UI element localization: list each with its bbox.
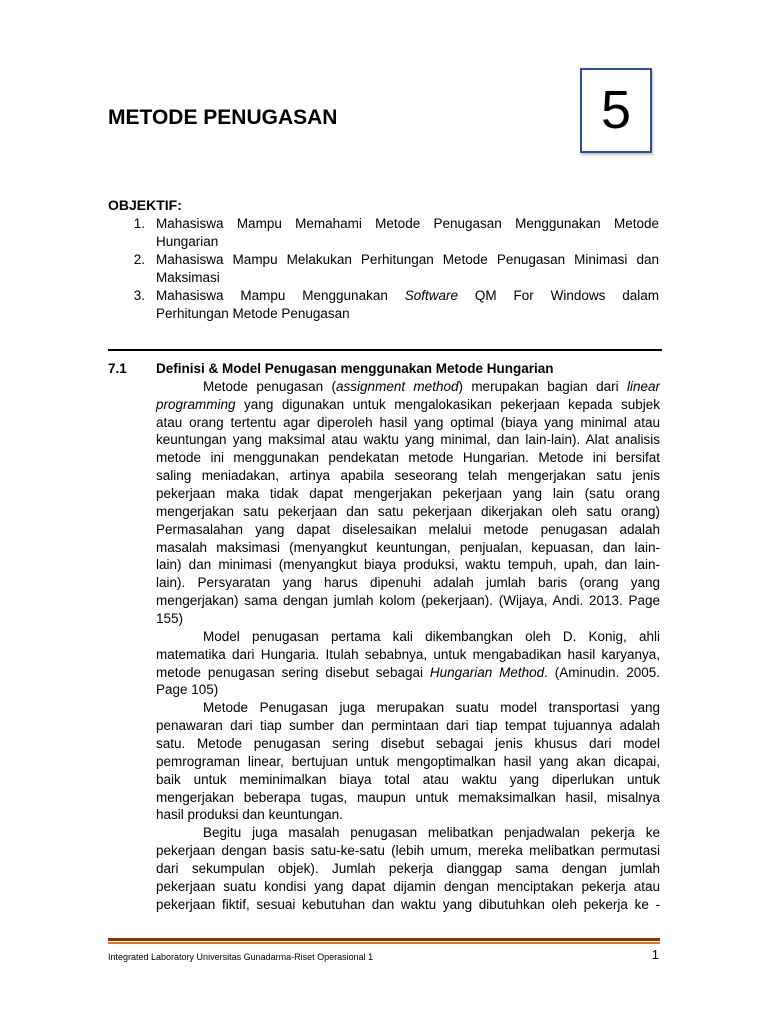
paragraph-line: lain) dan minimasi (menyangkut biaya produksi, waktu tempuh, upah, dan lain-: [156, 557, 660, 573]
objective-text: [156, 287, 659, 323]
paragraph-line: [156, 378, 660, 396]
paragraph-line: Page 105): [156, 682, 219, 698]
paragraph-line: mengerjakan beberapa tugas, maupun untuk memaksimalkan hasil, misalnya: [156, 789, 660, 805]
paragraph-line: Metode Penugasan juga merupakan suatu model transportasi yang: [203, 700, 660, 716]
paragraph-line: Permasalahan yang dapat diselesaikan melalui metode penugasan adalah: [156, 521, 660, 537]
objective-line: [156, 287, 659, 305]
objective-number: 2.: [133, 252, 145, 267]
page-number: 1: [651, 947, 659, 962]
italic-term: Software: [404, 288, 458, 303]
section-heading: [108, 360, 660, 378]
paragraph-line: Begitu juga masalah penugasan melibatkan penjadwalan pekerja ke: [203, 825, 660, 841]
paragraph: [156, 824, 660, 913]
paragraph-line: lain). Persyaratan yang harus dipenuhi adalah jumlah baris (orang yang: [156, 575, 660, 591]
paragraph-line: pemrograman linear, bertujuan untuk mengoptimalkan hasil yang akan dicapai,: [156, 753, 660, 769]
chapter-number-box: [580, 68, 652, 153]
text-run: ) merupakan bagian dari: [458, 378, 627, 394]
footer-text: Integrated Laboratory Universitas Gunadarma-Riset Operasional 1: [108, 952, 374, 962]
objective-line: Perhitungan Metode Penugasan: [156, 306, 350, 321]
text-run: metode penugasan sering disebut sebagai: [156, 664, 430, 680]
paragraph-line: atau orang tertentu agar diperoleh hasil yang optimal (biaya yang minimal atau: [156, 414, 660, 430]
paragraph-line: mengerjakan satu pekerjaan dan satu pekerjaan dikerjakan oleh satu orang): [156, 503, 660, 519]
paragraph-line: keuntungan yang maksimal atau waktu yang minimal, dan lain-lain). Alat analisis: [156, 432, 660, 448]
paragraph-line: pekerjaan suatu kondisi yang dapat dijamin dengan menciptakan pekerja atau: [156, 878, 660, 894]
objective-number: 3.: [133, 288, 145, 303]
paragraph: [156, 628, 660, 699]
paragraph-line: mengerjakan) sama dengan jumlah kolom (pekerjaan). (Wijaya, Andi. 2013. Page: [156, 593, 660, 609]
text-run: Metode penugasan (: [203, 378, 337, 394]
section-number: 7.1: [108, 361, 127, 376]
paragraph-line: pekerjaan dengan basis satu-ke-satu (lebih umum, mereka melibatkan permutasi: [156, 843, 660, 859]
paragraph-line: 155): [156, 611, 184, 627]
italic-term: Hungarian Method: [429, 664, 545, 680]
objective-text: [156, 215, 659, 251]
objective-text: [156, 251, 659, 287]
paragraph-line: hasil produksi dan keuntungan.: [156, 807, 343, 823]
paragraph-line: [156, 396, 660, 414]
text-run: . (Aminudin. 2005.: [544, 664, 660, 680]
objective-item: [108, 251, 659, 287]
paragraph-line: baik untuk meminimalkan biaya total atau waktu yang diperlukan untuk: [156, 771, 660, 787]
text-run: QM For Windows dalam: [458, 288, 659, 303]
paragraph-line: dari sekumpulan objek). Jumlah pekerja dianggap sama dengan jumlah: [156, 861, 660, 877]
italic-term: linear: [626, 378, 660, 394]
paragraph-line: masalah maksimasi (menyangkut keuntungan, penjualan, kepuasan, dan lain-: [156, 539, 660, 555]
chapter-title: METODE PENUGASAN: [108, 106, 338, 129]
objective-line: Mahasiswa Mampu Melakukan Perhitungan Metode Penugasan Minimasi dan: [156, 252, 659, 267]
section-title: Definisi & Model Penugasan menggunakan Metode Hungarian: [156, 361, 554, 376]
paragraph: [156, 378, 660, 628]
paragraph-line: [156, 664, 660, 682]
paragraph-line: Model penugasan pertama kali dikembangkan oleh D. Konig, ahli: [203, 628, 660, 644]
objective-line: Maksimasi: [156, 270, 220, 285]
paragraph-line: satu. Metode penugasan sering disebut sebagai jenis khusus dari model: [156, 736, 660, 752]
paragraph-line: penawaran dari tiap sumber dan permintaan dari tiap tempat tujuannya adalah: [156, 718, 660, 734]
objectives-heading: OBJEKTIF:: [108, 197, 182, 213]
italic-term: assignment method: [336, 378, 459, 394]
section-divider: [108, 349, 662, 351]
chapter-number: 5: [600, 80, 632, 140]
paragraph-line: matematika dari Hungaria. Itulah sebabnya, untuk mengabadikan hasil karyanya,: [156, 646, 660, 662]
footer-rule-thin: [108, 942, 660, 944]
text-run: Mahasiswa Mampu Menggunakan: [156, 288, 405, 303]
paragraph-line: saling meniadakan, artinya apabila seseorang telah mengerjakan satu jenis: [156, 468, 660, 484]
objective-line: Hungarian: [156, 234, 219, 249]
section: [108, 360, 660, 914]
text-run: yang digunakan untuk mengalokasikan pekerjaan kepada subjek: [235, 396, 660, 412]
footer-rule-thick: [108, 938, 660, 941]
paragraph: [156, 699, 660, 824]
italic-term: programming: [156, 396, 236, 412]
paragraph-line: pekerjaan maka tidak dapat mengerjakan pekerjaan yang lain (satu orang: [156, 486, 660, 502]
objective-item: [108, 287, 659, 323]
paragraph-line: pekerjaan fiktif, sesuai kebutuhan dan waktu yang dibutuhkan oleh pekerja ke -: [156, 896, 660, 912]
objective-item: [108, 215, 659, 251]
objective-line: Mahasiswa Mampu Memahami Metode Penugasan Menggunakan Metode: [156, 216, 659, 231]
section-body: [156, 378, 660, 914]
objectives-list: [108, 215, 659, 323]
objective-number: 1.: [133, 216, 145, 231]
paragraph-line: metode ini menggunakan pendekatan metode Hungarian. Metode ini bersifat: [156, 450, 660, 466]
